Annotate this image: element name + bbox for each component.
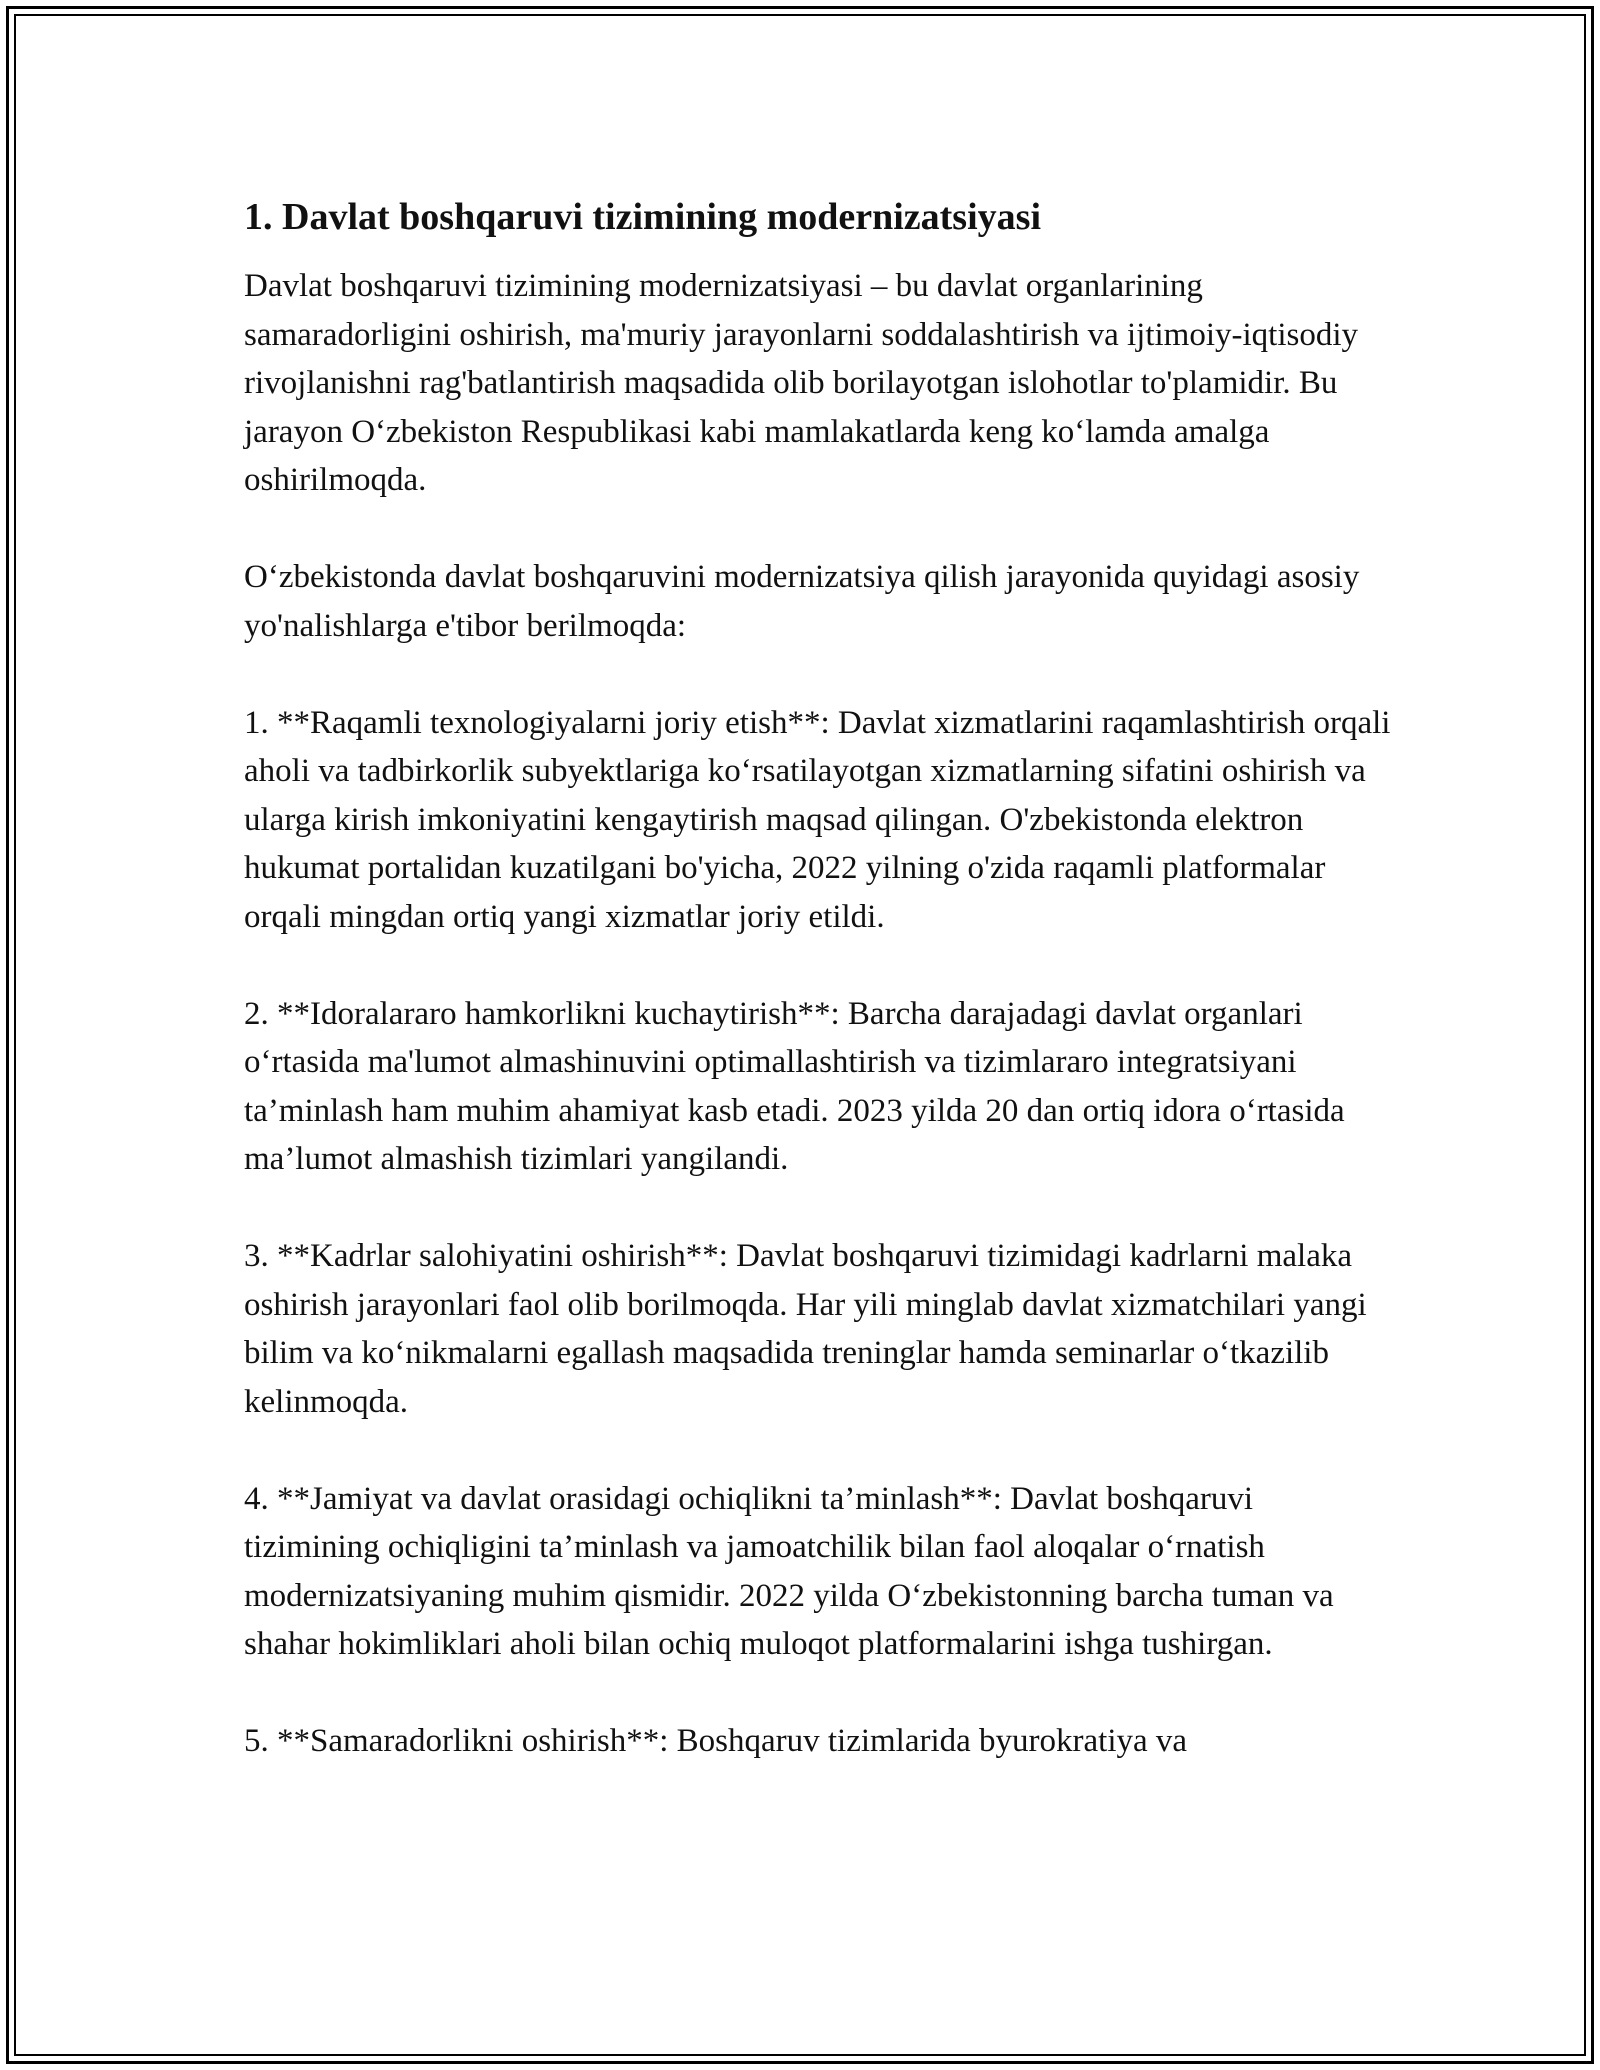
list-item-interagency-cooperation: 2. **Idoralararo hamkorlikni kuchaytirish**: Barcha darajadagi davlat organlari o‘rtasida ma'lumot almashinuvini optimallashtirish va tizimlararo integratsiyani ta’minlash ham muhim ahamiyat kasb etadi. 2023 yilda 20 dan ortiq idora o‘rtasida ma’lumot almashish tizimlari yangilandi. (244, 995, 1345, 1177)
list-item-openness: 4. **Jamiyat va davlat orasidagi ochiqlikni ta’minlash**: Davlat boshqaruvi tizimining ochiqligini ta’minlash va jamoatchilik bilan faol aloqalar o‘rnatish modernizatsiyaning muhim qismidir. 2022 yilda O‘zbekistonning barcha tuman va shahar hokimliklari aholi bilan ochiq muloqot platformalarini ishga tushirgan. (244, 1480, 1334, 1662)
document-body (244, 194, 1394, 1814)
list-item-digital-technologies: 1. **Raqamli texnologiyalarni joriy etish**: Davlat xizmatlarini raqamlashtirish orqali aholi va tadbirkorlik subyektlariga ko‘rsatilayotgan xizmatlarning sifatini oshirish va ularga kirish imkoniyatini kengaytirish maqsad qilingan. O'zbekistonda elektron hukumat portalidan kuzatilgani bo'yicha, 2022 yilning o'zida raqamli platformalar orqali mingdan ortiq yangi xizmatlar joriy etildi. (244, 704, 1391, 935)
document-title: 1. Davlat boshqaruvi tizimining modernizatsiyasi (244, 196, 1041, 238)
page-border (6, 6, 1594, 2064)
list-item-efficiency: 5. **Samaradorlikni oshirish**: Boshqaruv tizimlarida byurokratiya va (244, 1723, 1188, 1759)
list-item-staff-capacity: 3. **Kadrlar salohiyatini oshirish**: Davlat boshqaruvi tizimidagi kadrlarni malaka oshirish jarayonlari faol olib borilmoqda. Har yili minglab davlat xizmatchilari yangi bilim va ko‘nikmalarni egallash maqsadida treninglar hamda seminarlar o‘tkazilib kelinmoqda. (244, 1238, 1367, 1420)
intro-paragraph: Davlat boshqaruvi tizimining modernizatsiyasi – bu davlat organlarining samaradorligini oshirish, ma'muriy jarayonlarni soddalashtirish va ijtimoiy-iqtisodiy rivojlanishni rag'batlantirish maqsadida olib borilayotgan islohotlar to'plamidir. Bu jarayon O‘zbekiston Respublikasi kabi mamlakatlarda keng ko‘lamda amalga oshirilmoqda. (244, 268, 1359, 498)
directions-intro-paragraph: O‘zbekistonda davlat boshqaruvini modernizatsiya qilish jarayonida quyidagi asosiy yo'nalishlarga e'tibor berilmoqda: (244, 559, 1360, 644)
